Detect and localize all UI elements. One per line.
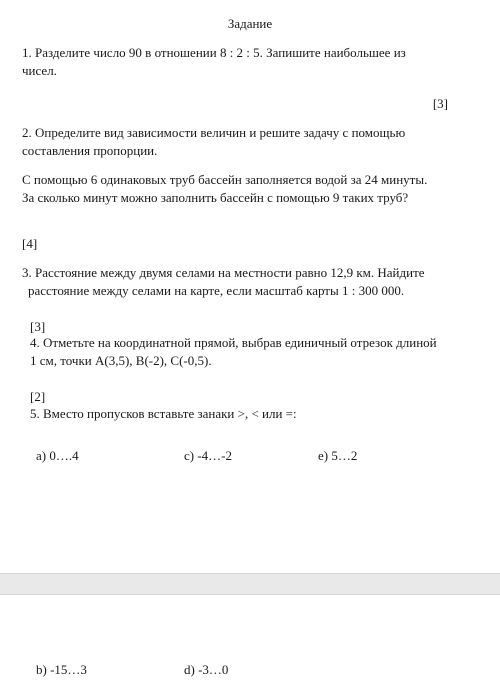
task3-text-line1: 3. Расстояние между двумя селами на местности равно 12,9 км. Найдите [22, 265, 425, 280]
task2-text-line4: За сколько минут можно заполнить бассейн с помощью 9 таких труб? [22, 190, 409, 205]
document-page-continued [0, 595, 500, 698]
task5-item-b: b) -15…3 [36, 662, 87, 677]
document-title: Задание [227, 16, 273, 31]
task5-item-a: a) 0….4 [36, 448, 79, 463]
task2-text-line3: С помощью 6 одинаковых труб бассейн заполняется водой за 24 минуты. [22, 172, 428, 187]
task2-text-line1: 2. Определите вид зависимости величин и решите задачу с помощью [22, 125, 406, 140]
task5-item-e: e) 5…2 [318, 448, 358, 463]
task2-score: [4] [22, 236, 38, 251]
task4-score: [2] [30, 389, 46, 404]
task3-score: [3] [30, 319, 46, 334]
task3-text-line2: расстояние между селами на карте, если масштаб карты 1 : 300 000. [28, 283, 405, 298]
task2-text-line2: составления пропорции. [22, 143, 158, 158]
task1-score: [3] [432, 96, 448, 111]
task5-text-line1: 5. Вместо пропусков вставьте занаки >, < или =: [30, 406, 297, 421]
page-separator [0, 573, 500, 595]
task1-text-line2: чисел. [22, 63, 57, 78]
task1-text-line1: 1. Разделите число 90 в отношении 8 : 2 : 5. Запишите наибольшее из [22, 45, 406, 60]
task5-item-c: c) -4…-2 [184, 448, 233, 463]
task4-text-line2: 1 см, точки A(3,5), B(-2), C(-0,5). [30, 353, 212, 368]
task5-item-d: d) -3…0 [184, 662, 229, 677]
task4-text-line1: 4. Отметьте на координатной прямой, выбрав единичный отрезок длиной [30, 335, 437, 350]
